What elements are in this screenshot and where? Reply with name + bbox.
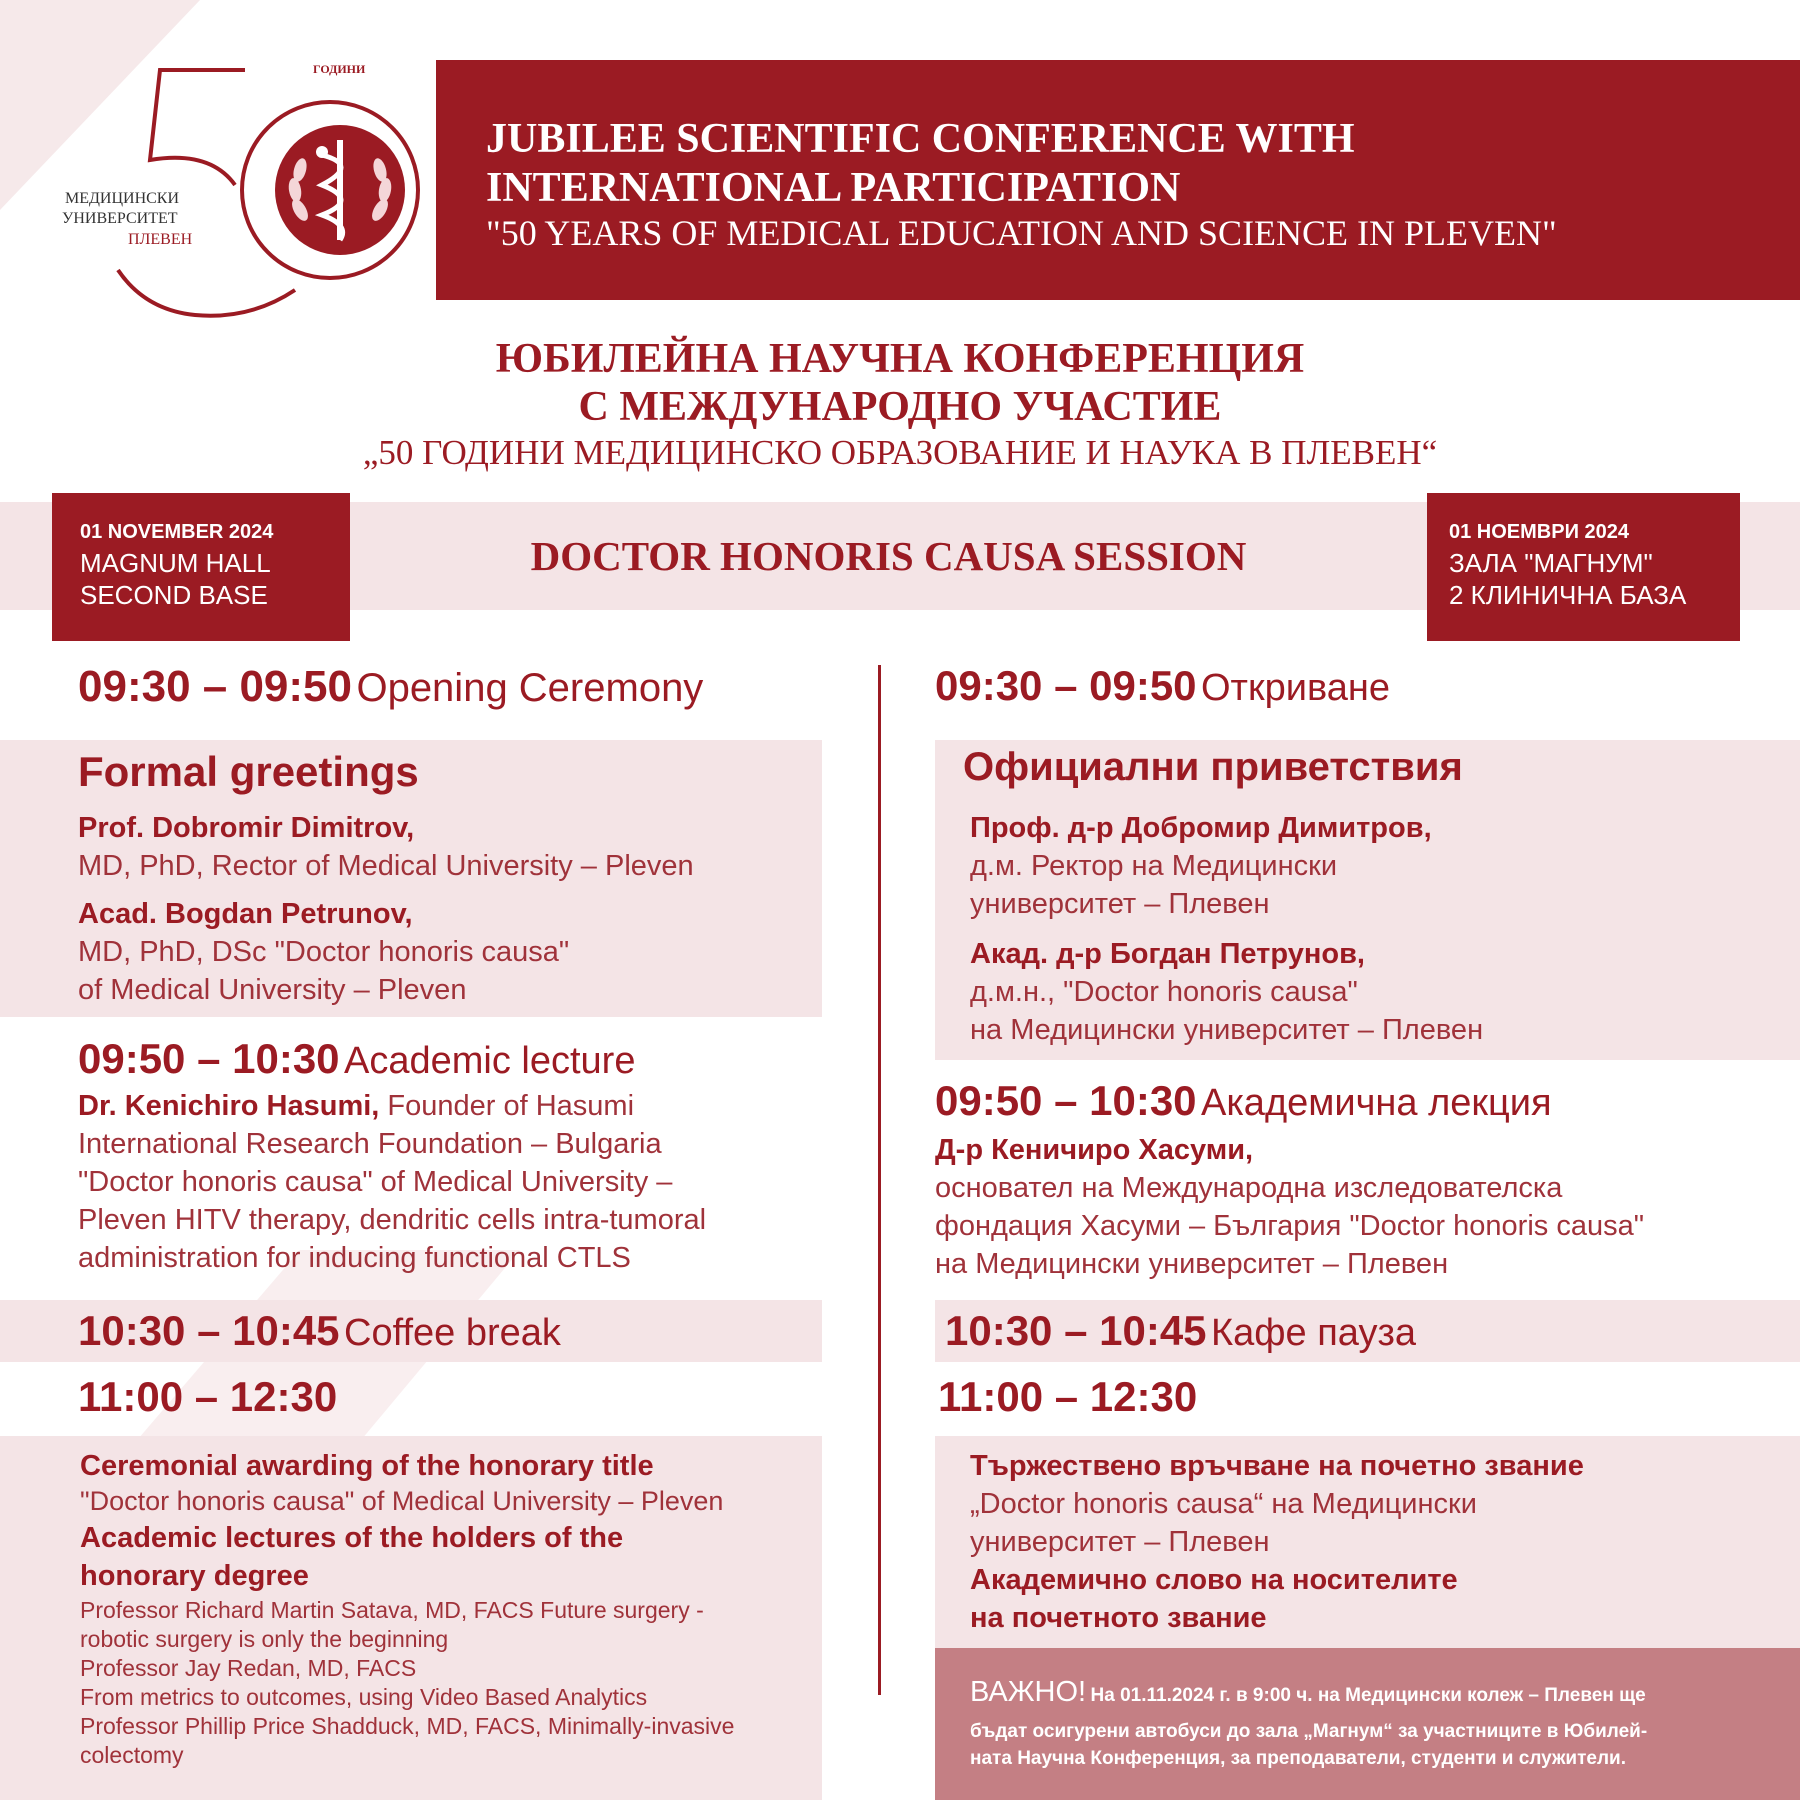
left-lecture-item-1: Professor Richard Martin Satava, MD, FACS Future surgery - — [80, 1597, 704, 1623]
right-lecturer-desc-3: на Медицински университет – Плевен — [935, 1248, 1449, 1280]
right-lecturer-name: Д-р Кеничиро Хасуми, — [935, 1134, 1254, 1166]
right-greeter-2-desc-2: на Медицински университет – Плевен — [970, 1014, 1484, 1046]
left-greeter-2-desc-1: MD, PhD, DSc "Doctor honoris causa" — [78, 936, 570, 968]
right-award-title: Тържествено връчване на почетно звание — [970, 1450, 1584, 1482]
right-lecture — [935, 1077, 1552, 1125]
right-greeter-1-name: Проф. д-р Добромир Димитров, — [970, 812, 1432, 844]
right-lecturer-desc-2: фондация Хасуми – България "Doctor honoris causa" — [935, 1210, 1644, 1242]
right-lectures-title-2: на почетното звание — [970, 1602, 1267, 1634]
left-lecturer-desc-2: International Research Foundation – Bulgaria — [78, 1128, 662, 1160]
left-coffee-time: 10:30 – 10:45 — [78, 1307, 340, 1354]
right-greeter-2-name: Акад. д-р Богдан Петрунов, — [970, 938, 1365, 970]
left-coffee — [78, 1307, 561, 1355]
notice-title: ВАЖНО! — [970, 1676, 1087, 1708]
session-en-date: 01 NOVEMBER 2024 — [80, 521, 274, 543]
session-en-place-1: MAGNUM HALL — [80, 548, 271, 578]
header-subtitle: "50 YEARS OF MEDICAL EDUCATION AND SCIENCE IN PLEVEN" — [486, 213, 1557, 253]
notice-text-2: бъдат осигурени автобуси до зала „Магнум“ за участниците в Юбилей- — [970, 1721, 1648, 1742]
left-lecturer-desc-3: "Doctor honoris causa" of Medical University – — [78, 1166, 673, 1198]
university-logo — [60, 55, 440, 335]
left-greeter-1-name: Prof. Dobromir Dimitrov, — [78, 812, 415, 844]
session-bg-place-2: 2 КЛИНИЧНА БАЗА — [1449, 580, 1687, 610]
left-lecture-item-3: Professor Jay Redan, MD, FACS — [80, 1655, 417, 1681]
logo-line-2: УНИВЕРСИТЕТ — [62, 210, 178, 227]
logo-line-1: МЕДИЦИНСКИ — [65, 190, 180, 207]
left-award-desc: "Doctor honoris causa" of Medical University – Pleven — [80, 1486, 724, 1516]
bg-subtitle: „50 ГОДИНИ МЕДИЦИНСКО ОБРАЗОВАНИЕ И НАУКА В ПЛЕВЕН“ — [362, 433, 1438, 472]
right-opening-time: 09:30 – 09:50 — [935, 662, 1197, 709]
left-greeter-1-desc: MD, PhD, Rector of Medical University – Pleven — [78, 850, 694, 882]
right-greetings-title: Официални приветствия — [963, 745, 1463, 789]
right-award-desc-1: „Doctor honoris causa“ на Медицински — [970, 1488, 1477, 1520]
notice-text-1: На 01.11.2024 г. в 9:00 ч. на Медицински колеж – Плевен ще — [1090, 1685, 1646, 1706]
left-lecturer-desc-5: administration for inducing functional CTLS — [78, 1242, 631, 1274]
left-lectures-title-2: honorary degree — [80, 1560, 309, 1592]
right-greeter-2-desc-1: д.м.н., "Doctor honoris causa" — [970, 976, 1358, 1008]
left-block-time: 11:00 – 12:30 — [78, 1373, 338, 1420]
session-bg-place-1: ЗАЛА "МАГНУМ" — [1449, 548, 1653, 578]
left-lecture-label: Academic lecture — [344, 1040, 636, 1082]
right-award-desc-2: университет – Плевен — [970, 1526, 1270, 1558]
left-coffee-label: Coffee break — [344, 1312, 561, 1354]
header-banner — [436, 60, 1800, 300]
session-title: DOCTOR HONORIS CAUSA SESSION — [530, 533, 1247, 579]
left-lecturer-desc-1: Founder of Hasumi — [387, 1090, 635, 1122]
left-lecturer-desc-4: Pleven HITV therapy, dendritic cells intra-tumoral — [78, 1204, 707, 1236]
header-title-line-2: INTERNATIONAL PARTICIPATION — [486, 165, 1181, 211]
session-bg-box — [1427, 493, 1740, 641]
session-en-box — [52, 493, 350, 641]
right-lecture-label: Академична лекция — [1201, 1082, 1552, 1124]
right-coffee-label: Кафе пауза — [1211, 1312, 1417, 1354]
left-opening — [78, 662, 703, 712]
left-greeter-2-name: Acad. Bogdan Petrunov, — [78, 898, 413, 930]
bg-title-line-1: ЮБИЛЕЙНА НАУЧНА КОНФЕРЕНЦИЯ — [495, 336, 1305, 382]
left-lecturer-line-1 — [78, 1090, 634, 1123]
left-opening-label: Opening Ceremony — [356, 666, 704, 710]
logo-line-3: ПЛЕВЕН — [128, 231, 193, 248]
right-opening — [935, 662, 1390, 710]
notice-line-1 — [970, 1676, 1646, 1709]
right-greeter-1-desc-1: д.м. Ректор на Медицински — [970, 850, 1338, 882]
logo-years-label: ГОДИНИ — [313, 62, 366, 76]
right-lecturer-desc-1: основател на Международна изследователска — [935, 1172, 1563, 1204]
left-lecture-time: 09:50 – 10:30 — [78, 1035, 340, 1082]
bg-title-line-2: С МЕЖДУНАРОДНО УЧАСТИЕ — [578, 384, 1222, 430]
right-greeter-1-desc-2: университет – Плевен — [970, 888, 1270, 920]
left-lecture-item-2: robotic surgery is only the beginning — [80, 1626, 449, 1652]
session-en-place-2: SECOND BASE — [80, 580, 268, 610]
session-bg-date: 01 НОЕМВРИ 2024 — [1449, 521, 1630, 543]
left-lecture-item-5: Professor Phillip Price Shadduck, MD, FACS, Minimally-invasive — [80, 1713, 735, 1739]
left-lecture-item-6: colectomy — [80, 1742, 184, 1768]
column-divider — [878, 665, 881, 1695]
right-lecture-time: 09:50 – 10:30 — [935, 1077, 1197, 1124]
left-lectures-title-1: Academic lectures of the holders of the — [80, 1522, 624, 1554]
left-opening-time: 09:30 – 09:50 — [78, 662, 352, 711]
notice-text-3: ната Научна Конференция, за преподаватели, студенти и служители. — [970, 1748, 1627, 1769]
right-coffee-time: 10:30 – 10:45 — [945, 1307, 1207, 1354]
left-lecture-item-4: From metrics to outcomes, using Video Based Analytics — [80, 1684, 648, 1710]
left-greetings-title: Formal greetings — [78, 748, 419, 795]
left-greeter-2-desc-2: of Medical University – Pleven — [78, 974, 467, 1006]
right-opening-label: Откриване — [1201, 667, 1390, 709]
right-lectures-title-1: Академично слово на носителите — [970, 1564, 1458, 1596]
header-title-line-1: JUBILEE SCIENTIFIC CONFERENCE WITH — [486, 116, 1355, 162]
right-coffee — [945, 1307, 1416, 1355]
left-lecture — [78, 1035, 635, 1083]
right-block-time: 11:00 – 12:30 — [938, 1373, 1198, 1420]
left-lecturer-name: Dr. Kenichiro Hasumi, — [78, 1090, 380, 1122]
left-award-title: Ceremonial awarding of the honorary title — [80, 1450, 654, 1482]
